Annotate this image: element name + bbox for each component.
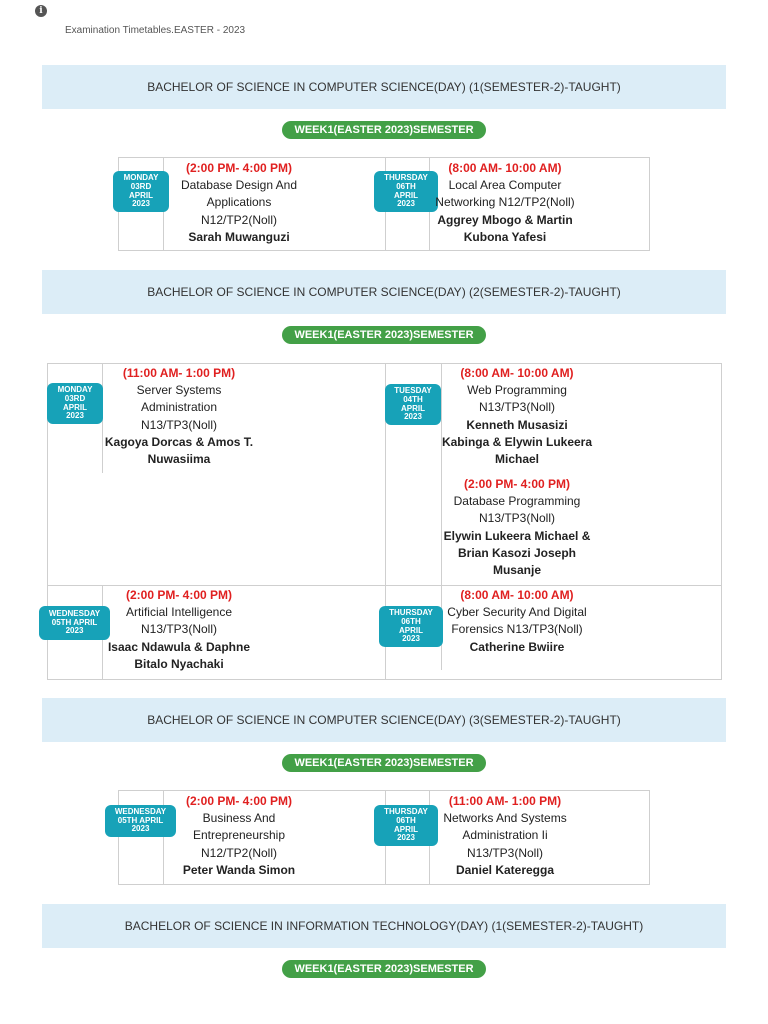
course-room: N12/TP2(Noll) bbox=[200, 845, 278, 860]
lecturer: Kenneth Musasizi bbox=[466, 417, 568, 432]
lecturer: Isaac Ndawula & Daphne bbox=[107, 639, 251, 654]
exam-entry bbox=[429, 160, 581, 246]
course-room: N13/TP3(Noll) bbox=[478, 400, 556, 415]
course-name: Local Area Computer bbox=[448, 178, 562, 193]
exam-time: (11:00 AM- 1:00 PM) bbox=[448, 794, 562, 808]
date-badge: THURSDAY 06TH APRIL 2023 bbox=[374, 805, 438, 846]
exam-time: (11:00 AM- 1:00 PM) bbox=[122, 366, 236, 380]
exam-time: (8:00 AM- 10:00 AM) bbox=[448, 161, 562, 175]
date-badge: TUESDAY 04TH APRIL 2023 bbox=[385, 384, 441, 425]
week-badge: WEEK1(EASTER 2023)SEMESTER bbox=[282, 121, 486, 139]
course-room: N13/TP3(Noll) bbox=[478, 511, 556, 526]
programme-banner: BACHELOR OF SCIENCE IN COMPUTER SCIENCE(DAY) (1(SEMESTER-2)-TAUGHT) bbox=[42, 65, 726, 109]
course-name: Administration bbox=[140, 400, 218, 415]
course-name: Forensics N13/TP3(Noll) bbox=[451, 622, 583, 637]
exam-entry bbox=[163, 160, 315, 246]
course-room: N13/TP3(Noll) bbox=[466, 845, 544, 860]
week-badge: WEEK1(EASTER 2023)SEMESTER bbox=[282, 754, 486, 772]
programme-banner: BACHELOR OF SCIENCE IN COMPUTER SCIENCE(DAY) (3(SEMESTER-2)-TAUGHT) bbox=[42, 698, 726, 742]
lecturer: Nuwasiima bbox=[147, 452, 211, 467]
lecturer: Kagoya Dorcas & Amos T. bbox=[104, 434, 254, 449]
exam-entry bbox=[102, 365, 256, 468]
course-room: N13/TP3(Noll) bbox=[140, 622, 218, 637]
document-title: Examination Timetables.EASTER - 2023 bbox=[65, 25, 246, 36]
exam-time: (8:00 AM- 10:00 AM) bbox=[460, 366, 574, 380]
exam-entry bbox=[441, 587, 593, 656]
course-name: Database Programming bbox=[453, 494, 581, 509]
exam-time: (2:00 PM- 4:00 PM) bbox=[185, 794, 293, 808]
date-badge: THURSDAY 06TH APRIL 2023 bbox=[374, 171, 438, 212]
exam-entry bbox=[441, 365, 593, 468]
exam-time: (8:00 AM- 10:00 AM) bbox=[460, 588, 574, 602]
exam-time: (2:00 PM- 4:00 PM) bbox=[185, 161, 293, 175]
exam-entry bbox=[429, 793, 581, 879]
course-room: N13/TP3(Noll) bbox=[140, 417, 218, 432]
course-room: N12/TP2(Noll) bbox=[200, 212, 278, 227]
lecturer: Brian Kasozi Joseph bbox=[457, 545, 577, 560]
lecturer: Kubona Yafesi bbox=[463, 229, 547, 244]
course-name: Web Programming bbox=[467, 383, 567, 398]
course-name: Networking N12/TP2(Noll) bbox=[435, 195, 575, 210]
exam-entry bbox=[102, 587, 256, 673]
exam-time: (2:00 PM- 4:00 PM) bbox=[125, 588, 233, 602]
exam-time: (2:00 PM- 4:00 PM) bbox=[463, 477, 571, 491]
lecturer: Daniel Kateregga bbox=[455, 862, 555, 877]
lecturer: Kabinga & Elywin Lukeera bbox=[441, 434, 593, 449]
lecturer: Elywin Lukeera Michael & bbox=[443, 528, 591, 543]
date-badge: MONDAY 03RD APRIL 2023 bbox=[47, 383, 103, 424]
info-icon[interactable]: i bbox=[35, 5, 47, 17]
exam-entry bbox=[163, 793, 315, 879]
week-badge: WEEK1(EASTER 2023)SEMESTER bbox=[282, 326, 486, 344]
lecturer: Musanje bbox=[492, 563, 541, 578]
date-badge: THURSDAY 06TH APRIL 2023 bbox=[379, 606, 443, 647]
lecturer: Peter Wanda Simon bbox=[182, 862, 296, 877]
course-name: Applications bbox=[206, 195, 272, 210]
lecturer: Bitalo Nyachaki bbox=[134, 656, 224, 671]
lecturer: Sarah Muwanguzi bbox=[188, 229, 290, 244]
lecturer: Michael bbox=[494, 452, 539, 467]
course-name: Cyber Security And Digital bbox=[447, 605, 587, 620]
date-badge: WEDNESDAY 05TH APRIL 2023 bbox=[105, 805, 176, 837]
course-name: Database Design And bbox=[180, 178, 298, 193]
course-name: Administration Ii bbox=[462, 828, 548, 843]
course-name: Server Systems bbox=[136, 383, 222, 398]
week-badge: WEEK1(EASTER 2023)SEMESTER bbox=[282, 960, 486, 978]
course-name: Entrepreneurship bbox=[192, 828, 286, 843]
exam-entry bbox=[441, 476, 593, 579]
course-name: Business And bbox=[202, 811, 276, 826]
course-name: Artificial Intelligence bbox=[125, 605, 233, 620]
programme-banner: BACHELOR OF SCIENCE IN INFORMATION TECHNOLOGY(DAY) (1(SEMESTER-2)-TAUGHT) bbox=[42, 904, 726, 948]
date-badge: WEDNESDAY 05TH APRIL 2023 bbox=[39, 606, 110, 640]
programme-banner: BACHELOR OF SCIENCE IN COMPUTER SCIENCE(DAY) (2(SEMESTER-2)-TAUGHT) bbox=[42, 270, 726, 314]
date-badge: MONDAY 03RD APRIL 2023 bbox=[113, 171, 169, 212]
lecturer: Aggrey Mbogo & Martin bbox=[437, 212, 573, 227]
lecturer: Catherine Bwiire bbox=[469, 639, 565, 654]
course-name: Networks And Systems bbox=[443, 811, 567, 826]
